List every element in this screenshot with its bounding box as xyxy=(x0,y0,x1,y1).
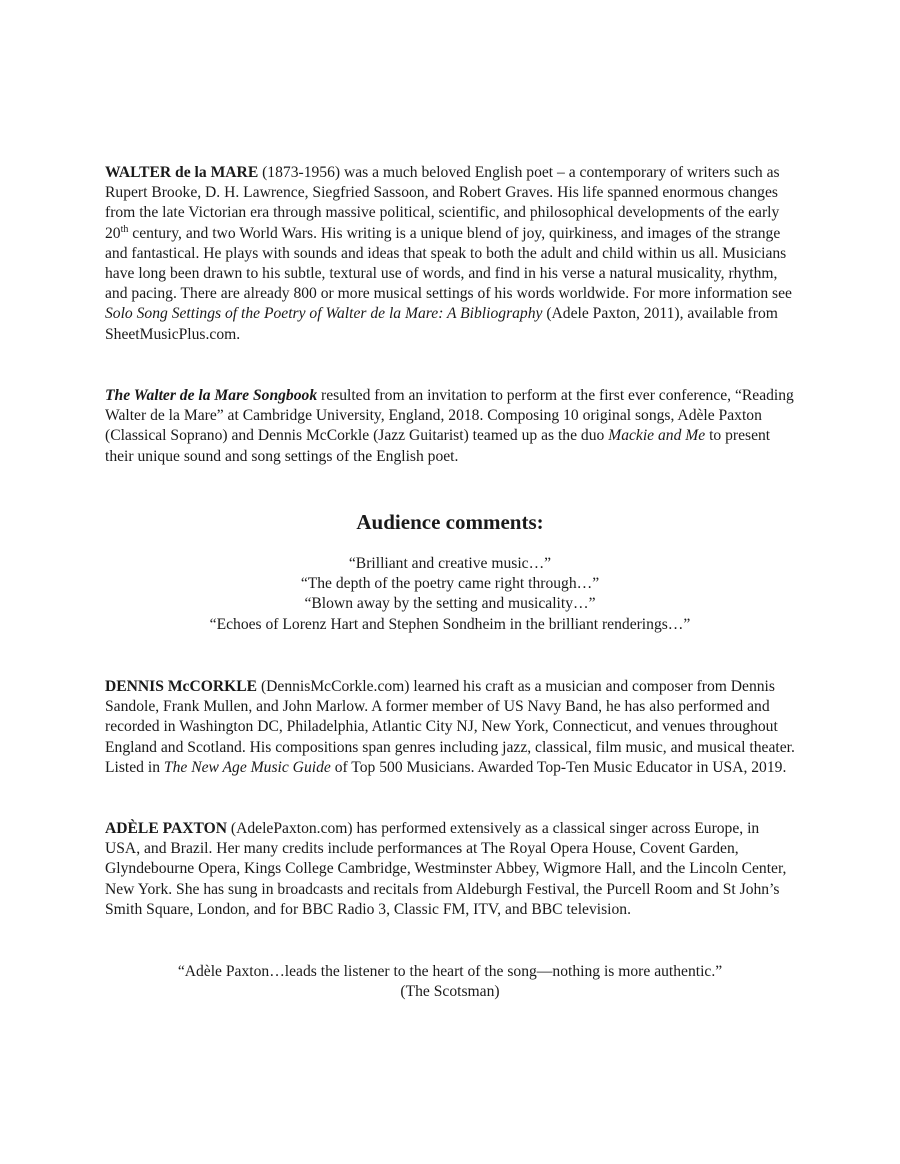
delamare-paragraph xyxy=(105,163,795,345)
delamare-text-1: (1873-1956) was a much beloved English poet – a contemporary of writers such as Rupert Brooke, D. H. Lawrence, Siegfried Sassoon, and Robert Graves. His life spanned enormous changes from the late Victorian era through massive political, scientific, and philosophical developments of the early 20 xyxy=(105,164,780,242)
songbook-title: The Walter de la Mare Songbook xyxy=(105,387,318,404)
mccorkle-text-2: of Top 500 Musicians. Awarded Top-Ten Music Educator in USA, 2019. xyxy=(330,758,787,776)
audience-heading: Audience comments: xyxy=(356,510,544,534)
mccorkle-text-1: (DennisMcCorkle.com) learned his craft as a musician and composer from Dennis Sandole, Frank Mullen, and John Marlow. A former member of US Navy Band, he has also performed and recorded in Washington DC, Philadelphia, Atlantic City NJ, New York, Connecticut, and venues throughout England and Scotland. His compositions span genres including jazz, classical, film music, and musical theater. Listed in xyxy=(105,678,795,776)
press-quote-text: “Adèle Paxton…leads the listener to the heart of the song—nothing is more authentic.” xyxy=(177,963,723,980)
duo-name: Mackie and Me xyxy=(608,427,706,445)
songbook-text-1: resulted from an invitation to perform at the first ever conference, “Reading Walter de la Mare” at Cambridge University, England, 2018. Composing 10 original songs, Adèle Paxton (Classical Soprano) and Dennis McCorkle (Jazz Guitarist) teamed up as the duo xyxy=(105,387,794,445)
delamare-name: WALTER de la MARE xyxy=(105,164,259,181)
audience-comment: “Blown away by the setting and musicality…” xyxy=(304,595,596,613)
audience-comment: “The depth of the poetry came right through…” xyxy=(300,575,600,593)
press-quote xyxy=(0,962,900,1002)
delamare-text-2: century, and two World Wars. His writing is a unique blend of joy, quirkiness, and images of the strange and fantastical. He plays with sounds and ideas that speak to both the adult and child within us all. Musicians have long been drawn to his subtle, textural use of words, and find in his verse a natural musicality, rhythm, and pacing. There are already 800 or more musical settings of his words worldwide. For more information see xyxy=(105,224,792,303)
paxton-text: (AdelePaxton.com) has performed extensively as a classical singer across Europe, in USA, and Brazil. Her many credits include performances at The Royal Opera House, Covent Garden, Glyndebourne Opera, Kings College Cambridge, Westminster Abbey, Wigmore Hall, and the Lincoln Center, New York. She has sung in broadcasts and recitals from Aldeburgh Festival, the Purcell Room and St John’s Smith Square, London, and for BBC Radio 3, Classic FM, ITV, and BBC television. xyxy=(105,820,787,918)
audience-comments xyxy=(0,554,900,635)
bibliography-title: Solo Song Settings of the Poetry of Walter de la Mare: A Bibliography xyxy=(105,305,543,323)
audience-comment: “Echoes of Lorenz Hart and Stephen Sondheim in the brilliant renderings…” xyxy=(209,615,691,633)
audience-comment: “Brilliant and creative music…” xyxy=(348,555,552,572)
paxton-paragraph xyxy=(105,819,795,920)
mccorkle-name: DENNIS McCORKLE xyxy=(105,678,258,695)
press-quote-source: (The Scotsman) xyxy=(400,983,500,1001)
music-guide-title: The New Age Music Guide xyxy=(163,758,331,776)
mccorkle-paragraph xyxy=(105,677,795,778)
paxton-name: ADÈLE PAXTON xyxy=(105,820,228,837)
delamare-superscript: th xyxy=(120,223,129,235)
songbook-paragraph xyxy=(105,386,795,467)
songbook-text-2: to present their unique sound and song settings of the English poet. xyxy=(105,427,771,465)
delamare-text-3: (Adele Paxton, 2011), available from SheetMusicPlus.com. xyxy=(105,305,778,343)
